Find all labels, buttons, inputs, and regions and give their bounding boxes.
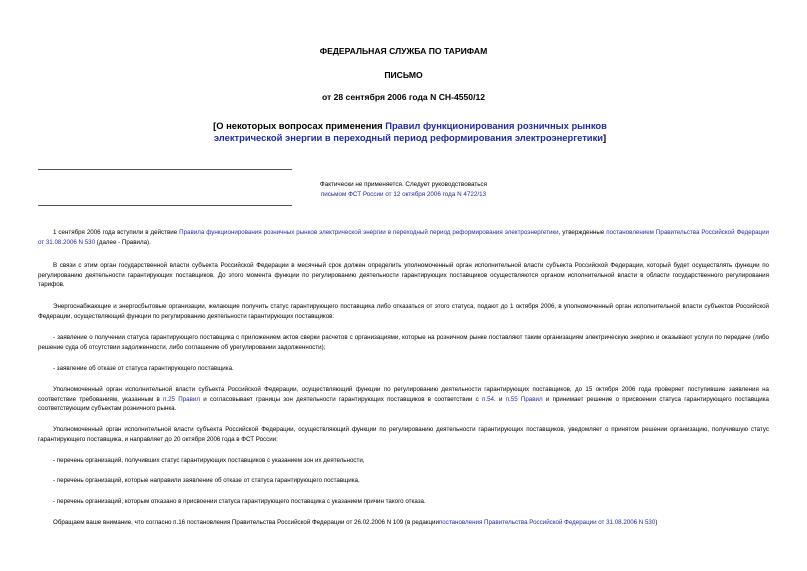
p6-text-1: Уполномоченный орган исполнительной власти субъекта Российской Федерации, осуществляющий функции по регулированию деятельности гарантирующих поставщиков, до 15 октября 2006 года проверяет поступившие заявления на соответствие требованиям, указанным в: [38, 386, 769, 403]
list-item-3: - перечень организаций, которым отказано в присвоении статуса гарантирующего поставщика с указанием причин такого отказа.: [53, 498, 426, 505]
p1-text-2: , утвержденные: [558, 229, 607, 236]
p6-clause-55-link[interactable]: п.55 Правил: [505, 395, 543, 403]
status-note-link[interactable]: письмом ФСТ России от 12 октября 2006 года N 4722/13: [320, 191, 487, 198]
p1-decree-link[interactable]: постановлением Правительства Российской Федерации от 31.08.2006 N 530: [38, 229, 769, 246]
p6-text-3: . и: [494, 395, 506, 403]
divider-top: [38, 169, 292, 170]
paragraph-3: Энергоснабжающие и энергосбытовые организации, желающие получить статус гарантирующего поставщика либо отказаться от этого статуса, подают до 1 октября 2006, в уполномоченный орган исполнительной власти субъектов Российской Федерации, осуществляющий функции по регулированию деятельности гарантирующих поставщиков:: [38, 303, 769, 320]
paragraph-7: Уполномоченный орган исполнительной власти субъекта Российской Федерации, осуществляющий функции по регулированию деятельности гарантирующих поставщиков, уведомляет о принятом решении организацию, получившую статус гарантирующего поставщика, и направляет до 20 октября 2006 года в ФСТ России:: [38, 426, 769, 443]
subject-close: ]: [603, 131, 607, 143]
p11-decree-link[interactable]: постановления Правительства Российской Федерации от 31.08.2006 N 530: [438, 519, 656, 526]
paragraph-11: [38, 518, 769, 528]
p1-text-1: 1 сентября 2006 года вступили в действие: [53, 229, 180, 236]
p6-clause-25-link[interactable]: п.25 Правил: [163, 395, 200, 403]
p6-clause-54-link[interactable]: п.54: [482, 395, 494, 403]
status-note: [0, 180, 807, 200]
list-item-2: - перечень организаций, которые направили заявление об отказе от статуса гарантирующего поставщика,: [53, 477, 360, 484]
document-subject: [200, 120, 620, 143]
paragraph-1: [38, 228, 769, 247]
p1-rules-link[interactable]: Правила функционирования розничных рынков электрической энергии в переходный период реформирования электроэнергетики: [179, 229, 559, 236]
paragraph-4: - заявление о получении статуса гарантирующего поставщика с приложением актов сверки расчетов с организациями, которые на розничном рынке поставляют таким организациям электрическую энергию и оказывают услуги по передаче (либо решение суда об отсутствии задолженности, либо соглашение об урегулировании задолженности);: [38, 334, 769, 351]
p11-text-2: ): [655, 519, 658, 526]
p6-text-4: и принимает решение о присвоении статуса гарантирующего поставщика соответствующим субъектам розничного рынка.: [38, 395, 769, 412]
paragraph-2: В связи с этим орган государственной власти субъекта Российской Федерации в месячный срок должен определить уполномоченный орган исполнительной власти субъекта Российской Федерации, который будет осуществлять функции по регулированию деятельности гарантирующих поставщиков. До этого момента функции по регулированию деятельности гарантирующих поставщиков осуществляются органом исполнительной власти в области государственного регулирования тарифов.: [38, 262, 769, 288]
p11-text-1: Обращаем ваше внимание, что согласно п.16 постановления Правительства Российской Федерации от 26.02.2006 N 109 (в редакции: [53, 519, 439, 526]
p1-text-3: (далее - Правила).: [95, 238, 151, 246]
document-date-number: от 28 сентября 2006 года N СН-4550/12: [321, 92, 486, 102]
status-note-text: Фактически не применяется. Следует руководствоваться: [319, 181, 488, 188]
document-type: ПИСЬМО: [384, 70, 423, 80]
p6-text-2: и согласовывает границы зон деятельности гарантирующих поставщиков в соответствии с: [199, 395, 483, 403]
subject-rules-link[interactable]: Правил функционирования розничных рынков электрической энергии в переходный период реформирования электроэнергетики: [213, 120, 607, 143]
subject-open: [О некоторых вопросах применения: [213, 120, 386, 131]
list-item-1: - перечень организаций, получивших статус гарантирующих поставщиков с указанием зон их деятельности,: [53, 457, 365, 464]
paragraph-5: - заявление об отказе от статуса гарантирующего поставщика.: [53, 365, 234, 372]
paragraph-6: [38, 385, 769, 414]
agency-title: ФЕДЕРАЛЬНАЯ СЛУЖБА ПО ТАРИФАМ: [319, 46, 488, 56]
divider-bottom: [38, 205, 292, 206]
